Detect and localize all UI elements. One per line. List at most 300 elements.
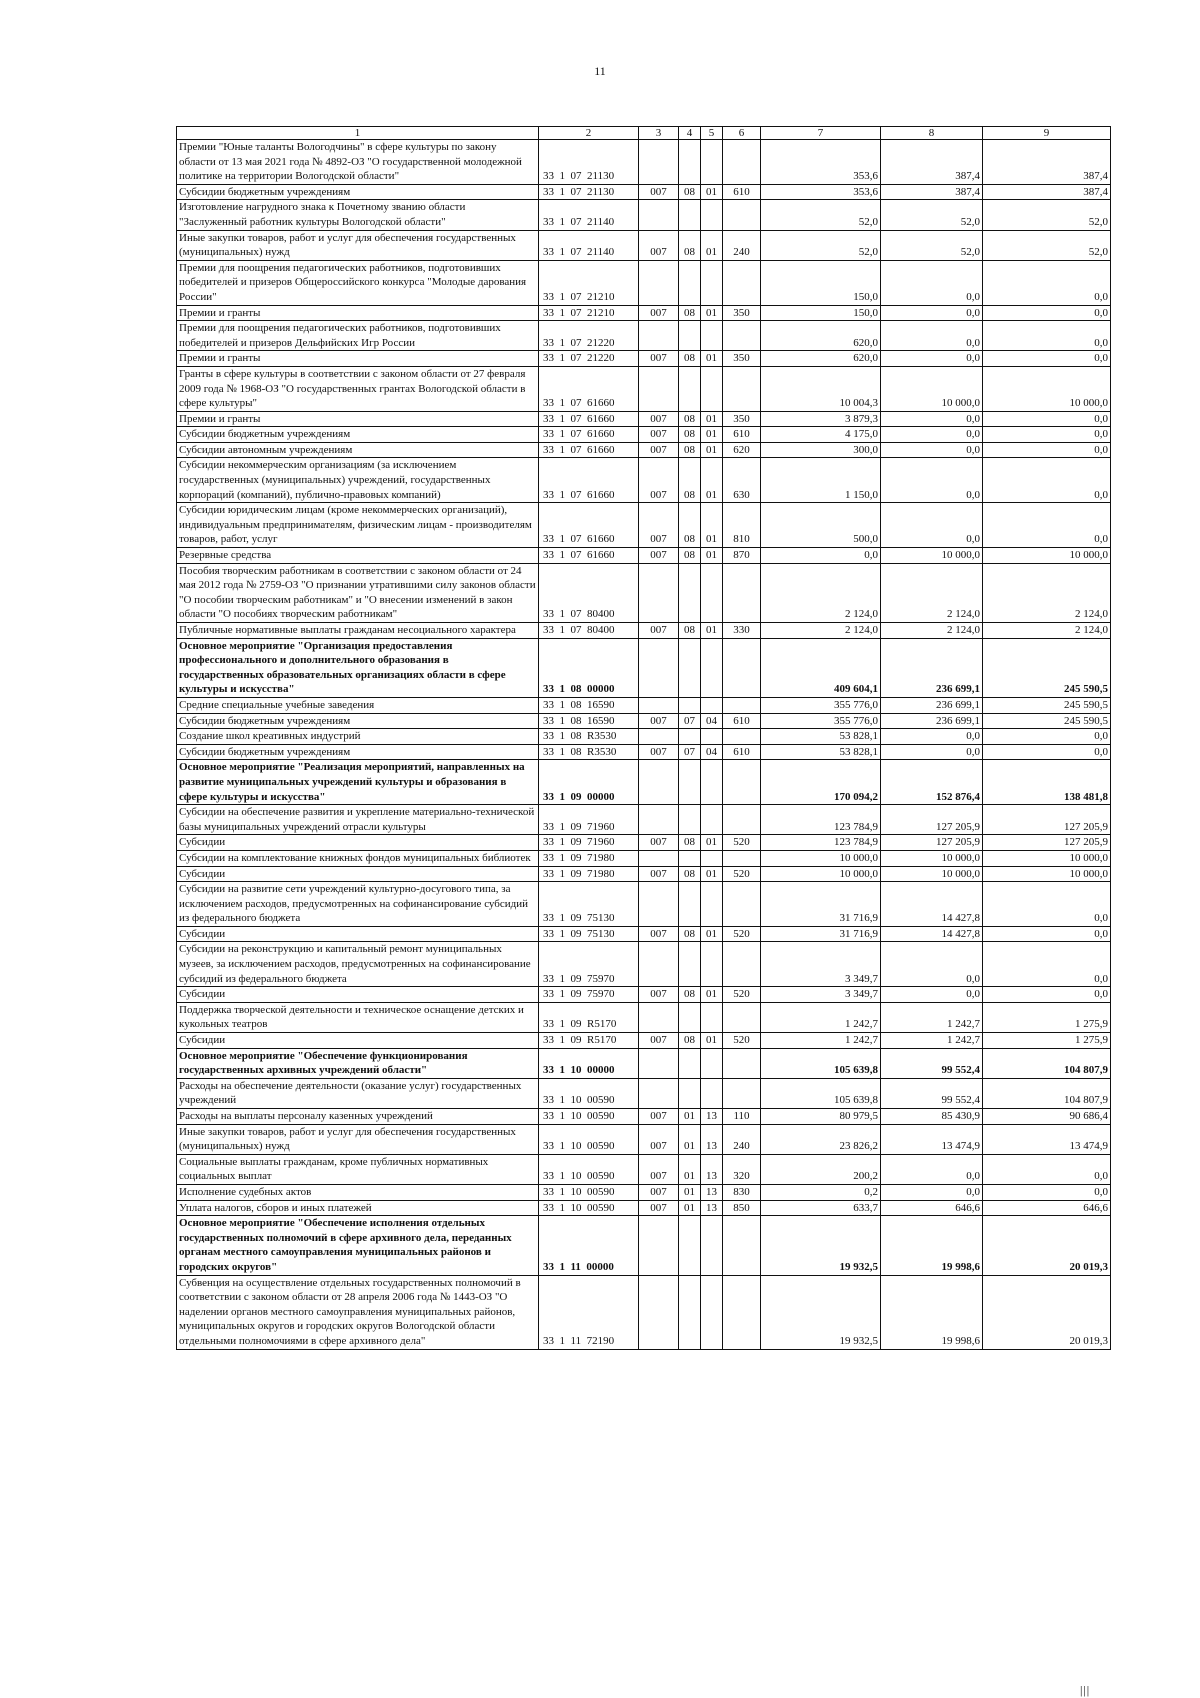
cell-col6 bbox=[723, 729, 761, 745]
cell-amount-col8: 99 552,4 bbox=[881, 1078, 983, 1108]
row-name: Основное мероприятие "Реализация мероприятий, направленных на развитие муниципальных учреждений культуры и образования в сфере культуры и искусства" bbox=[177, 760, 539, 805]
table-row bbox=[177, 866, 1111, 882]
cell-col5 bbox=[701, 366, 723, 411]
cell-col3 bbox=[639, 1048, 679, 1078]
cell-col6: 350 bbox=[723, 411, 761, 427]
cell-amount-col9: 127 205,9 bbox=[983, 805, 1111, 835]
cell-col6 bbox=[723, 638, 761, 697]
row-name: Субсидии bbox=[177, 987, 539, 1003]
table-row bbox=[177, 366, 1111, 411]
cell-col4 bbox=[679, 1275, 701, 1349]
cell-amount-col7: 2 124,0 bbox=[761, 623, 881, 639]
cell-amount-col8: 0,0 bbox=[881, 458, 983, 503]
cell-col3 bbox=[639, 563, 679, 622]
cell-amount-col8: 2 124,0 bbox=[881, 623, 983, 639]
cell-amount-col9: 1 275,9 bbox=[983, 1033, 1111, 1049]
table-row bbox=[177, 140, 1111, 185]
cell-col4: 01 bbox=[679, 1109, 701, 1125]
cell-col6: 810 bbox=[723, 503, 761, 548]
cell-col3 bbox=[639, 1216, 679, 1275]
cell-col4: 01 bbox=[679, 1154, 701, 1184]
cell-amount-col9: 0,0 bbox=[983, 260, 1111, 305]
cell-amount-col9: 2 124,0 bbox=[983, 623, 1111, 639]
row-name: Премии для поощрения педагогических работников, подготовивших победителей и призеров Дельфийских Игр России bbox=[177, 321, 539, 351]
cell-col5: 01 bbox=[701, 987, 723, 1003]
cell-amount-col9: 245 590,5 bbox=[983, 638, 1111, 697]
cell-col6 bbox=[723, 200, 761, 230]
cell-col6 bbox=[723, 697, 761, 713]
cell-col3 bbox=[639, 1078, 679, 1108]
cell-amount-col7: 123 784,9 bbox=[761, 805, 881, 835]
cell-amount-col7: 300,0 bbox=[761, 442, 881, 458]
table-row bbox=[177, 744, 1111, 760]
cell-amount-col7: 10 000,0 bbox=[761, 866, 881, 882]
cell-col5: 13 bbox=[701, 1200, 723, 1216]
cell-col5: 04 bbox=[701, 713, 723, 729]
cell-amount-col8: 19 998,6 bbox=[881, 1275, 983, 1349]
row-name: Основное мероприятие "Обеспечение функционирования государственных архивных учреждений области" bbox=[177, 1048, 539, 1078]
cell-amount-col8: 236 699,1 bbox=[881, 697, 983, 713]
cell-amount-col9: 0,0 bbox=[983, 442, 1111, 458]
row-code: 33 1 10 00000 bbox=[539, 1048, 639, 1078]
cell-col4: 01 bbox=[679, 1200, 701, 1216]
cell-col3 bbox=[639, 638, 679, 697]
cell-amount-col9: 104 807,9 bbox=[983, 1078, 1111, 1108]
cell-col3: 007 bbox=[639, 1200, 679, 1216]
cell-amount-col8: 10 000,0 bbox=[881, 866, 983, 882]
cell-col6 bbox=[723, 140, 761, 185]
table-row bbox=[177, 1002, 1111, 1032]
cell-col5 bbox=[701, 850, 723, 866]
cell-col6: 350 bbox=[723, 351, 761, 367]
row-code: 33 1 09 75970 bbox=[539, 987, 639, 1003]
cell-col6: 610 bbox=[723, 427, 761, 443]
row-name: Основное мероприятие "Организация предоставления профессионального и дополнительного образования в государственных образовательных организациях области в сфере культуры и искусства" bbox=[177, 638, 539, 697]
row-name: Субсидии bbox=[177, 1033, 539, 1049]
cell-amount-col8: 236 699,1 bbox=[881, 713, 983, 729]
cell-col5: 01 bbox=[701, 184, 723, 200]
cell-col5: 01 bbox=[701, 926, 723, 942]
cell-col3: 007 bbox=[639, 713, 679, 729]
cell-col4 bbox=[679, 200, 701, 230]
cell-col3: 007 bbox=[639, 351, 679, 367]
table-row bbox=[177, 638, 1111, 697]
cell-amount-col7: 170 094,2 bbox=[761, 760, 881, 805]
cell-col4: 08 bbox=[679, 548, 701, 564]
cell-col5 bbox=[701, 200, 723, 230]
row-code: 33 1 10 00590 bbox=[539, 1154, 639, 1184]
row-code: 33 1 07 21210 bbox=[539, 305, 639, 321]
row-name: Субсидии бюджетным учреждениям bbox=[177, 184, 539, 200]
cell-amount-col8: 127 205,9 bbox=[881, 805, 983, 835]
cell-amount-col7: 633,7 bbox=[761, 1200, 881, 1216]
table-row bbox=[177, 1124, 1111, 1154]
cell-amount-col7: 4 175,0 bbox=[761, 427, 881, 443]
cell-col5 bbox=[701, 729, 723, 745]
cell-col5 bbox=[701, 260, 723, 305]
cell-col4: 08 bbox=[679, 427, 701, 443]
table-row bbox=[177, 1109, 1111, 1125]
row-code: 33 1 10 00590 bbox=[539, 1200, 639, 1216]
cell-col4 bbox=[679, 563, 701, 622]
cell-amount-col7: 10 000,0 bbox=[761, 850, 881, 866]
header-cell: 5 bbox=[701, 127, 723, 140]
cell-col6: 240 bbox=[723, 1124, 761, 1154]
row-code: 33 1 11 00000 bbox=[539, 1216, 639, 1275]
cell-col3: 007 bbox=[639, 1109, 679, 1125]
cell-col5: 01 bbox=[701, 548, 723, 564]
row-code: 33 1 09 71980 bbox=[539, 866, 639, 882]
cell-amount-col9: 0,0 bbox=[983, 305, 1111, 321]
cell-amount-col9: 52,0 bbox=[983, 230, 1111, 260]
cell-col3 bbox=[639, 1002, 679, 1032]
cell-col3 bbox=[639, 760, 679, 805]
cell-amount-col7: 3 349,7 bbox=[761, 987, 881, 1003]
row-name: Создание школ креативных индустрий bbox=[177, 729, 539, 745]
cell-col4: 08 bbox=[679, 623, 701, 639]
cell-col4 bbox=[679, 850, 701, 866]
cell-col5 bbox=[701, 563, 723, 622]
cell-col4 bbox=[679, 1078, 701, 1108]
cell-col3: 007 bbox=[639, 548, 679, 564]
row-name: Средние специальные учебные заведения bbox=[177, 697, 539, 713]
row-code: 33 1 09 R5170 bbox=[539, 1033, 639, 1049]
cell-col3: 007 bbox=[639, 230, 679, 260]
cell-amount-col7: 0,0 bbox=[761, 548, 881, 564]
row-name: Расходы на выплаты персоналу казенных учреждений bbox=[177, 1109, 539, 1125]
row-code: 33 1 07 61660 bbox=[539, 442, 639, 458]
cell-col4: 08 bbox=[679, 866, 701, 882]
table-row bbox=[177, 926, 1111, 942]
cell-col6 bbox=[723, 366, 761, 411]
cell-amount-col9: 20 019,3 bbox=[983, 1216, 1111, 1275]
cell-col5: 13 bbox=[701, 1109, 723, 1125]
cell-amount-col8: 0,0 bbox=[881, 260, 983, 305]
row-name: Иные закупки товаров, работ и услуг для обеспечения государственных (муниципальных) нужд bbox=[177, 230, 539, 260]
cell-col5: 13 bbox=[701, 1124, 723, 1154]
cell-col5 bbox=[701, 1275, 723, 1349]
row-name: Субсидии юридическим лицам (кроме некоммерческих организаций), индивидуальным предпринимателям, физическим лицам - производителям товаров, работ, услуг bbox=[177, 503, 539, 548]
cell-amount-col8: 1 242,7 bbox=[881, 1033, 983, 1049]
cell-col3 bbox=[639, 805, 679, 835]
table-row bbox=[177, 321, 1111, 351]
cell-col6: 830 bbox=[723, 1184, 761, 1200]
cell-col4 bbox=[679, 942, 701, 987]
cell-col6: 520 bbox=[723, 1033, 761, 1049]
cell-col6 bbox=[723, 805, 761, 835]
cell-amount-col7: 52,0 bbox=[761, 200, 881, 230]
cell-col5 bbox=[701, 638, 723, 697]
cell-col3: 007 bbox=[639, 987, 679, 1003]
cell-amount-col9: 0,0 bbox=[983, 942, 1111, 987]
row-code: 33 1 09 71960 bbox=[539, 805, 639, 835]
cell-amount-col9: 0,0 bbox=[983, 411, 1111, 427]
cell-col5 bbox=[701, 805, 723, 835]
cell-col6 bbox=[723, 882, 761, 927]
cell-amount-col8: 14 427,8 bbox=[881, 926, 983, 942]
cell-col4 bbox=[679, 260, 701, 305]
row-name: Премии и гранты bbox=[177, 411, 539, 427]
cell-col5: 01 bbox=[701, 351, 723, 367]
cell-col3: 007 bbox=[639, 623, 679, 639]
cell-col6: 520 bbox=[723, 987, 761, 1003]
cell-amount-col9: 387,4 bbox=[983, 140, 1111, 185]
row-code: 33 1 10 00590 bbox=[539, 1184, 639, 1200]
cell-amount-col7: 53 828,1 bbox=[761, 744, 881, 760]
cell-amount-col9: 0,0 bbox=[983, 729, 1111, 745]
cell-amount-col8: 10 000,0 bbox=[881, 548, 983, 564]
cell-amount-col9: 245 590,5 bbox=[983, 713, 1111, 729]
cell-col5 bbox=[701, 942, 723, 987]
cell-amount-col8: 99 552,4 bbox=[881, 1048, 983, 1078]
cell-amount-col9: 52,0 bbox=[983, 200, 1111, 230]
cell-col4: 07 bbox=[679, 713, 701, 729]
cell-amount-col7: 150,0 bbox=[761, 260, 881, 305]
row-name: Субсидии на реконструкцию и капитальный ремонт муниципальных музеев, за исключением расходов, предусмотренных на софинансирование субсидий из федерального бюджета bbox=[177, 942, 539, 987]
cell-col4: 01 bbox=[679, 1124, 701, 1154]
cell-amount-col9: 10 000,0 bbox=[983, 850, 1111, 866]
row-name: Субсидии некоммерческим организациям (за исключением государственных (муниципальных) учреждений, государственных корпораций (компаний), публично-правовых компаний) bbox=[177, 458, 539, 503]
cell-col4: 08 bbox=[679, 305, 701, 321]
table-row bbox=[177, 260, 1111, 305]
cell-amount-col9: 0,0 bbox=[983, 882, 1111, 927]
cell-amount-col7: 355 776,0 bbox=[761, 713, 881, 729]
cell-col5: 01 bbox=[701, 427, 723, 443]
cell-amount-col9: 387,4 bbox=[983, 184, 1111, 200]
table-row bbox=[177, 200, 1111, 230]
row-name: Поддержка творческой деятельности и техническое оснащение детских и кукольных театров bbox=[177, 1002, 539, 1032]
row-code: 33 1 08 16590 bbox=[539, 697, 639, 713]
cell-amount-col7: 620,0 bbox=[761, 321, 881, 351]
cell-col5: 13 bbox=[701, 1154, 723, 1184]
cell-amount-col7: 123 784,9 bbox=[761, 835, 881, 851]
row-name: Пособия творческим работникам в соответствии с законом области от 24 мая 2012 года № 2759-ОЗ "О признании утратившими силу законов области "О пособии творческим работникам" и "О внесении изменений в закон области "О пособиях творческим работникам" bbox=[177, 563, 539, 622]
row-name: Субсидии bbox=[177, 835, 539, 851]
cell-col3 bbox=[639, 140, 679, 185]
table-row bbox=[177, 1154, 1111, 1184]
cell-amount-col9: 10 000,0 bbox=[983, 366, 1111, 411]
cell-col4 bbox=[679, 1002, 701, 1032]
cell-col3: 007 bbox=[639, 1124, 679, 1154]
cell-col3 bbox=[639, 729, 679, 745]
header-cell: 9 bbox=[983, 127, 1111, 140]
cell-col5: 01 bbox=[701, 458, 723, 503]
table-row bbox=[177, 184, 1111, 200]
table-row bbox=[177, 230, 1111, 260]
budget-table bbox=[176, 126, 1111, 1350]
cell-amount-col7: 2 124,0 bbox=[761, 563, 881, 622]
row-name: Премии для поощрения педагогических работников, подготовивших победителей и призеров Общероссийского конкурса "Молодые дарования России" bbox=[177, 260, 539, 305]
cell-col6 bbox=[723, 1048, 761, 1078]
cell-col5: 01 bbox=[701, 1033, 723, 1049]
cell-amount-col7: 31 716,9 bbox=[761, 882, 881, 927]
table-row bbox=[177, 835, 1111, 851]
row-name: Уплата налогов, сборов и иных платежей bbox=[177, 1200, 539, 1216]
row-name: Субсидии бюджетным учреждениям bbox=[177, 427, 539, 443]
cell-col4: 07 bbox=[679, 744, 701, 760]
header-cell: 1 bbox=[177, 127, 539, 140]
header-cell: 4 bbox=[679, 127, 701, 140]
cell-col5: 01 bbox=[701, 305, 723, 321]
row-name: Основное мероприятие "Обеспечение исполнения отдельных государственных полномочий в сфере архивного дела, переданных органам местного самоуправления муниципальных районов и городских округов" bbox=[177, 1216, 539, 1275]
row-code: 33 1 07 21220 bbox=[539, 351, 639, 367]
cell-amount-col9: 245 590,5 bbox=[983, 697, 1111, 713]
cell-amount-col7: 353,6 bbox=[761, 184, 881, 200]
row-name: Субсидии автономным учреждениям bbox=[177, 442, 539, 458]
table-row bbox=[177, 548, 1111, 564]
cell-col4: 08 bbox=[679, 503, 701, 548]
cell-col3 bbox=[639, 321, 679, 351]
cell-col3 bbox=[639, 200, 679, 230]
cell-col3: 007 bbox=[639, 744, 679, 760]
row-name: Гранты в сфере культуры в соответствии с законом области от 27 февраля 2009 года № 1968-ОЗ "О государственных грантах Вологодской области в сфере культуры" bbox=[177, 366, 539, 411]
row-code: 33 1 07 21140 bbox=[539, 200, 639, 230]
row-name: Расходы на обеспечение деятельности (оказание услуг) государственных учреждений bbox=[177, 1078, 539, 1108]
cell-amount-col9: 0,0 bbox=[983, 321, 1111, 351]
row-code: 33 1 07 21130 bbox=[539, 184, 639, 200]
cell-col3: 007 bbox=[639, 427, 679, 443]
row-code: 33 1 09 00000 bbox=[539, 760, 639, 805]
cell-amount-col9: 0,0 bbox=[983, 1184, 1111, 1200]
row-name: Премии и гранты bbox=[177, 305, 539, 321]
cell-col3: 007 bbox=[639, 866, 679, 882]
row-name: Изготовление нагрудного знака к Почетному званию области "Заслуженный работник культуры Вологодской области" bbox=[177, 200, 539, 230]
row-code: 33 1 07 21130 bbox=[539, 140, 639, 185]
cell-amount-col8: 1 242,7 bbox=[881, 1002, 983, 1032]
table-row bbox=[177, 442, 1111, 458]
cell-col4: 08 bbox=[679, 1033, 701, 1049]
cell-amount-col8: 0,0 bbox=[881, 321, 983, 351]
corner-mark: ||| bbox=[1080, 1683, 1091, 1697]
cell-col5: 01 bbox=[701, 623, 723, 639]
table-row bbox=[177, 760, 1111, 805]
cell-amount-col7: 500,0 bbox=[761, 503, 881, 548]
cell-amount-col9: 1 275,9 bbox=[983, 1002, 1111, 1032]
cell-amount-col9: 138 481,8 bbox=[983, 760, 1111, 805]
cell-amount-col7: 19 932,5 bbox=[761, 1275, 881, 1349]
cell-amount-col7: 200,2 bbox=[761, 1154, 881, 1184]
cell-col3 bbox=[639, 366, 679, 411]
cell-col6: 620 bbox=[723, 442, 761, 458]
cell-col4: 01 bbox=[679, 1184, 701, 1200]
cell-amount-col7: 1 242,7 bbox=[761, 1033, 881, 1049]
cell-col3: 007 bbox=[639, 305, 679, 321]
cell-amount-col9: 0,0 bbox=[983, 503, 1111, 548]
table-row bbox=[177, 563, 1111, 622]
cell-col6 bbox=[723, 942, 761, 987]
row-code: 33 1 07 80400 bbox=[539, 623, 639, 639]
cell-col5: 13 bbox=[701, 1184, 723, 1200]
row-name: Субсидии bbox=[177, 926, 539, 942]
row-code: 33 1 10 00590 bbox=[539, 1109, 639, 1125]
row-code: 33 1 09 75130 bbox=[539, 882, 639, 927]
cell-amount-col8: 646,6 bbox=[881, 1200, 983, 1216]
table-row bbox=[177, 1048, 1111, 1078]
row-code: 33 1 07 61660 bbox=[539, 503, 639, 548]
row-name: Субсидии на комплектование книжных фондов муниципальных библиотек bbox=[177, 850, 539, 866]
row-code: 33 1 08 16590 bbox=[539, 713, 639, 729]
table-row bbox=[177, 713, 1111, 729]
cell-amount-col8: 52,0 bbox=[881, 230, 983, 260]
cell-col4: 08 bbox=[679, 351, 701, 367]
cell-amount-col9: 2 124,0 bbox=[983, 563, 1111, 622]
row-code: 33 1 08 R3530 bbox=[539, 744, 639, 760]
cell-col6 bbox=[723, 563, 761, 622]
cell-col6: 520 bbox=[723, 926, 761, 942]
cell-amount-col9: 90 686,4 bbox=[983, 1109, 1111, 1125]
cell-col3: 007 bbox=[639, 1154, 679, 1184]
row-name: Субсидии на развитие сети учреждений культурно-досугового типа, за исключением расходов, предусмотренных на софинансирование субсидий из федерального бюджета bbox=[177, 882, 539, 927]
cell-amount-col7: 31 716,9 bbox=[761, 926, 881, 942]
cell-col5 bbox=[701, 140, 723, 185]
cell-col4: 08 bbox=[679, 230, 701, 260]
cell-amount-col7: 19 932,5 bbox=[761, 1216, 881, 1275]
cell-col3 bbox=[639, 942, 679, 987]
row-name: Социальные выплаты гражданам, кроме публичных нормативных социальных выплат bbox=[177, 1154, 539, 1184]
cell-col5 bbox=[701, 1216, 723, 1275]
row-name: Исполнение судебных актов bbox=[177, 1184, 539, 1200]
cell-col6: 330 bbox=[723, 623, 761, 639]
cell-amount-col7: 3 879,3 bbox=[761, 411, 881, 427]
cell-col4: 08 bbox=[679, 926, 701, 942]
cell-amount-col9: 646,6 bbox=[983, 1200, 1111, 1216]
table-row bbox=[177, 503, 1111, 548]
cell-amount-col7: 80 979,5 bbox=[761, 1109, 881, 1125]
cell-col5: 01 bbox=[701, 835, 723, 851]
cell-col5: 01 bbox=[701, 866, 723, 882]
cell-amount-col9: 0,0 bbox=[983, 458, 1111, 503]
cell-amount-col7: 52,0 bbox=[761, 230, 881, 260]
cell-col4 bbox=[679, 882, 701, 927]
row-name: Субсидии бюджетным учреждениям bbox=[177, 744, 539, 760]
cell-col6 bbox=[723, 850, 761, 866]
cell-amount-col9: 0,0 bbox=[983, 987, 1111, 1003]
cell-amount-col8: 0,0 bbox=[881, 442, 983, 458]
cell-col4: 08 bbox=[679, 442, 701, 458]
cell-col4: 08 bbox=[679, 987, 701, 1003]
row-code: 33 1 11 72190 bbox=[539, 1275, 639, 1349]
cell-amount-col7: 3 349,7 bbox=[761, 942, 881, 987]
header-cell: 7 bbox=[761, 127, 881, 140]
cell-col4 bbox=[679, 729, 701, 745]
row-name: Резервные средства bbox=[177, 548, 539, 564]
cell-amount-col7: 0,2 bbox=[761, 1184, 881, 1200]
cell-amount-col8: 0,0 bbox=[881, 1154, 983, 1184]
cell-amount-col9: 13 474,9 bbox=[983, 1124, 1111, 1154]
cell-col3: 007 bbox=[639, 442, 679, 458]
table-row bbox=[177, 623, 1111, 639]
cell-amount-col8: 10 000,0 bbox=[881, 850, 983, 866]
cell-col6: 850 bbox=[723, 1200, 761, 1216]
row-code: 33 1 07 61660 bbox=[539, 427, 639, 443]
table-row bbox=[177, 1216, 1111, 1275]
cell-amount-col8: 0,0 bbox=[881, 305, 983, 321]
cell-col6 bbox=[723, 1002, 761, 1032]
row-code: 33 1 07 61660 bbox=[539, 366, 639, 411]
cell-col5: 01 bbox=[701, 442, 723, 458]
row-code: 33 1 09 71960 bbox=[539, 835, 639, 851]
cell-col4: 08 bbox=[679, 411, 701, 427]
cell-amount-col8: 0,0 bbox=[881, 503, 983, 548]
table-row bbox=[177, 1033, 1111, 1049]
cell-col4: 08 bbox=[679, 458, 701, 503]
cell-col3: 007 bbox=[639, 835, 679, 851]
row-name: Субсидии бюджетным учреждениям bbox=[177, 713, 539, 729]
cell-col5 bbox=[701, 321, 723, 351]
table-row bbox=[177, 351, 1111, 367]
row-name: Субвенция на осуществление отдельных государственных полномочий в соответствии с законом области от 28 апреля 2006 года № 1443-ОЗ "О наделении органов местного самоуправления муниципальных районов, муниципальных округов и городских округов Вологодской области отдельными полномочиями в сфере архивного дела" bbox=[177, 1275, 539, 1349]
cell-col5 bbox=[701, 697, 723, 713]
